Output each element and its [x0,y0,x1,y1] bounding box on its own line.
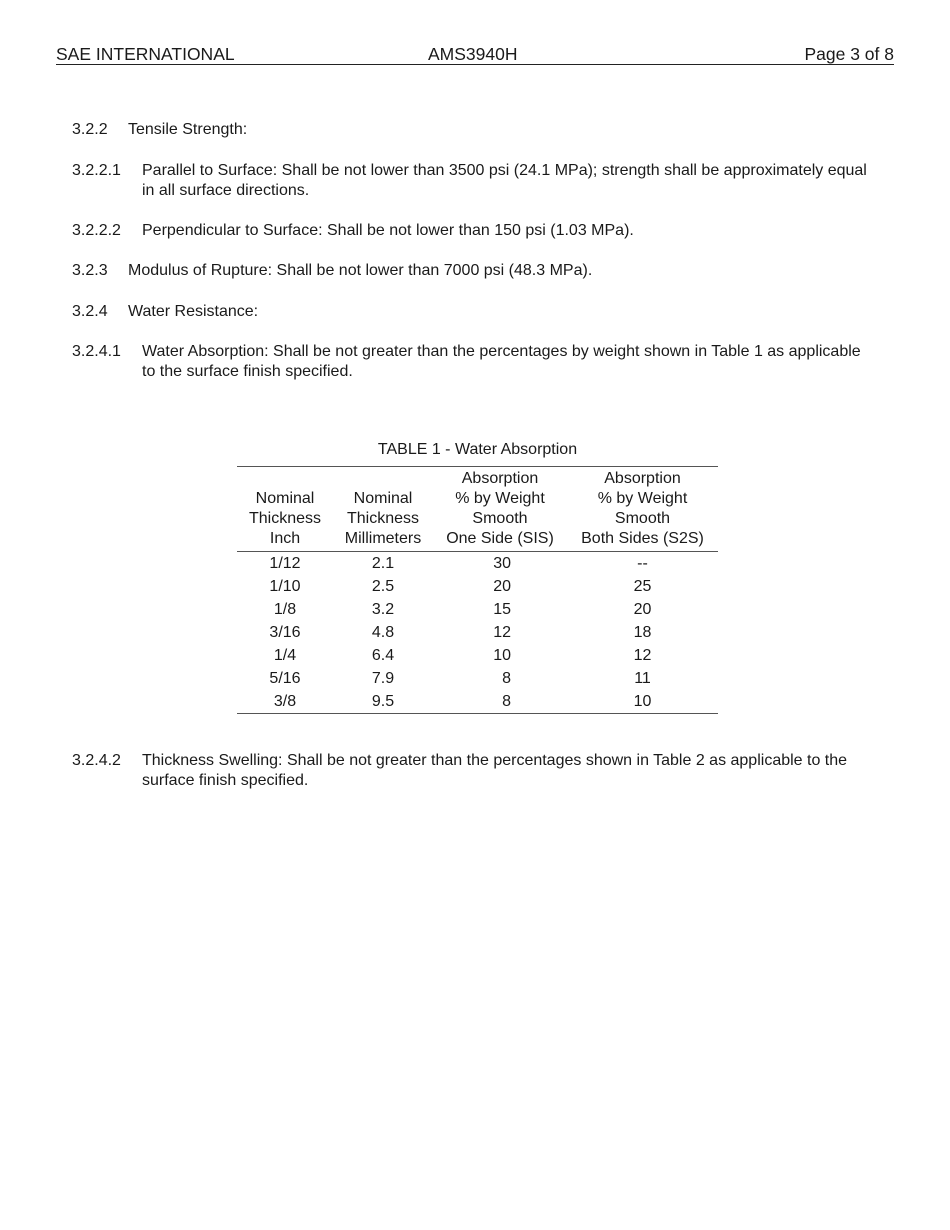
cell-inch: 3/8 [237,690,333,714]
water-absorption-table [237,466,718,714]
cell-sis: 8 [433,690,567,714]
table-row [237,552,718,576]
section-3-2-2-2 [72,221,872,241]
table-row [237,598,718,621]
table-row [237,690,718,714]
cell-mm: 2.5 [371,578,395,595]
cell-inch: 3/16 [269,624,301,641]
cell-sis: 8 [502,670,511,687]
section-text: Perpendicular to Surface: Shall be not lower than 150 psi (1.03 MPa). [142,222,634,239]
cell-mm: 9.5 [333,690,433,714]
section-3-2-2-1 [72,161,872,201]
table-row [237,667,718,690]
cell-s2s: 25 [633,578,652,595]
cell-sis: 10 [493,647,511,664]
table-title: TABLE 1 - Water Absorption [377,441,578,458]
section-number: 3.2.2.1 [72,162,121,179]
cell-mm: 7.9 [371,670,395,687]
cell-s2s: 18 [633,624,652,641]
cell-sis: 30 [493,555,511,572]
section-text: Thickness Swelling: Shall be not greater than the percentages shown in Table 2 as applicable to the surface finish specified. [142,752,848,789]
header-absorption-sis: Absorption % by Weight Smooth One Side (SIS) [433,467,567,552]
section-3-2-4-2 [72,751,872,791]
section-number: 3.2.2.2 [72,222,121,239]
section-text: Water Resistance: [128,303,259,320]
cell-s2s: 11 [634,670,651,687]
cell-mm: 6.4 [371,647,395,664]
cell-inch: 1/10 [269,578,301,595]
section-text: Tensile Strength: [128,121,248,138]
header-nominal-mm: Nominal Thickness Millimeters [333,467,433,552]
cell-mm: 3.2 [371,601,395,618]
cell-mm: 4.8 [371,624,395,641]
cell-s2s: 20 [633,601,652,618]
section-3-2-4 [72,302,872,322]
section-number: 3.2.2 [72,121,108,138]
page-header [56,44,894,65]
section-number: 3.2.4 [72,303,108,320]
table-header-row [237,467,718,552]
section-3-2-4-1 [72,342,872,382]
section-text: Water Absorption: Shall be not greater than the percentages by weight shown in Table 1 as applicable to the surface finish specified. [142,343,861,380]
section-number: 3.2.4.1 [72,343,121,360]
document-id: AMS3940H [428,44,518,64]
section-text: Parallel to Surface: Shall be not lower than 3500 psi (24.1 MPa); strength shall be approximately equal in all surface directions. [142,162,867,199]
section-number: 3.2.3 [72,262,108,279]
section-number: 3.2.4.2 [72,752,121,769]
page-number: Page 3 of 8 [804,44,894,64]
cell-s2s: 10 [567,690,718,714]
section-text: Modulus of Rupture: Shall be not lower than 7000 psi (48.3 MPa). [128,262,593,279]
cell-inch: 5/16 [269,670,301,687]
cell-inch: 1/4 [273,647,297,664]
cell-inch: 1/12 [269,555,301,572]
cell-inch: 1/8 [273,601,297,618]
section-3-2-3 [72,261,872,281]
table-row [237,644,718,667]
header-nominal-inch: Nominal Thickness Inch [237,467,333,552]
cell-s2s: 12 [633,647,652,664]
cell-sis: 20 [493,578,511,595]
cell-sis: 12 [493,624,511,641]
cell-s2s: -- [637,555,648,572]
cell-mm: 2.1 [371,555,395,572]
table-row [237,621,718,644]
section-3-2-2 [72,120,872,140]
cell-sis: 15 [493,601,511,618]
table-row [237,575,718,598]
publisher-name: SAE INTERNATIONAL [56,44,235,64]
header-absorption-s2s: Absorption % by Weight Smooth Both Sides (S2S) [567,467,718,552]
